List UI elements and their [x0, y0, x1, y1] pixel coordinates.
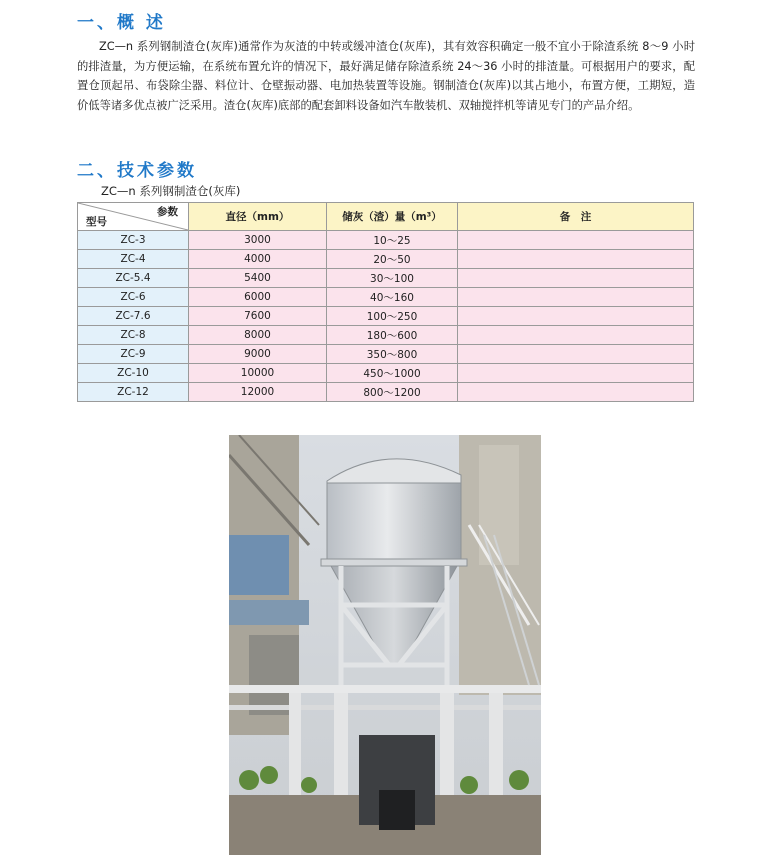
- header-diameter: 直径（mm）: [189, 203, 327, 231]
- cell-capacity: 180～600: [327, 326, 458, 345]
- ash-silo-photo: [229, 435, 541, 855]
- header-note: 备 注: [458, 203, 694, 231]
- cell-capacity: 100～250: [327, 307, 458, 326]
- table-row: [78, 307, 694, 326]
- cell-model: ZC-7.6: [78, 307, 189, 326]
- cell-note: [458, 231, 694, 250]
- table-row: [78, 345, 694, 364]
- cell-model: ZC-8: [78, 326, 189, 345]
- cell-model: ZC-9: [78, 345, 189, 364]
- cell-note: [458, 250, 694, 269]
- cell-capacity: 800～1200: [327, 383, 458, 402]
- cell-diameter: 6000: [189, 288, 327, 307]
- table-row: [78, 288, 694, 307]
- corner-label-params: 参数: [157, 206, 178, 218]
- table-row: [78, 250, 694, 269]
- cell-diameter: 5400: [189, 269, 327, 288]
- cell-diameter: 9000: [189, 345, 327, 364]
- cell-diameter: 10000: [189, 364, 327, 383]
- spec-table: [77, 202, 694, 402]
- table-row: [78, 231, 694, 250]
- table-row: [78, 326, 694, 345]
- table-header-row: [78, 203, 694, 231]
- cell-capacity: 20～50: [327, 250, 458, 269]
- cell-diameter: 4000: [189, 250, 327, 269]
- cell-diameter: 12000: [189, 383, 327, 402]
- cell-note: [458, 307, 694, 326]
- cell-diameter: 7600: [189, 307, 327, 326]
- overview-text: ZC—n 系列钢制渣仓(灰库)通常作为灰渣的中转或缓冲渣仓(灰库)，其有效容积确定一般不宜小于除渣系统 8～9 小时的排渣量，为方便运输，在系统布置允许的情况下，最好满足储存除渣系统 24～36 小时的排渣量。可根据用户的要求，配置仓顶起吊、布袋除尘器、料位计、仓壁振动器、电加热装置等设施。钢制渣仓(灰库)以其占地小，布置方便，工期短，造价低等诸多优点被广泛采用。渣仓(灰库)底部的配套卸料设备如汽车散装机、双轴搅拌机等请见专门的产品介绍。: [77, 40, 695, 112]
- cell-capacity: 10～25: [327, 231, 458, 250]
- cell-model: ZC-4: [78, 250, 189, 269]
- cell-model: ZC-5.4: [78, 269, 189, 288]
- cell-note: [458, 326, 694, 345]
- cell-model: ZC-10: [78, 364, 189, 383]
- cell-note: [458, 345, 694, 364]
- header-capacity: 储灰（渣）量（m³）: [327, 203, 458, 231]
- table-row: [78, 269, 694, 288]
- section-title-overview: 一、概 述: [77, 13, 166, 33]
- section-title-params: 二、技术参数: [77, 161, 197, 181]
- table-row: [78, 383, 694, 402]
- cell-diameter: 3000: [189, 231, 327, 250]
- cell-capacity: 30～100: [327, 269, 458, 288]
- cell-model: ZC-3: [78, 231, 189, 250]
- cell-note: [458, 288, 694, 307]
- cell-capacity: 450～1000: [327, 364, 458, 383]
- cell-note: [458, 269, 694, 288]
- overview-paragraph: [77, 37, 695, 115]
- cell-capacity: 40～160: [327, 288, 458, 307]
- cell-diameter: 8000: [189, 326, 327, 345]
- cell-model: ZC-6: [78, 288, 189, 307]
- table-row: [78, 364, 694, 383]
- cell-note: [458, 383, 694, 402]
- cell-capacity: 350～800: [327, 345, 458, 364]
- ash-silo-illustration: [229, 435, 541, 855]
- cell-note: [458, 364, 694, 383]
- table-caption: ZC—n 系列钢制渣仓(灰库): [101, 184, 241, 198]
- corner-label-model: 型号: [86, 216, 107, 228]
- corner-header-cell: [78, 203, 189, 231]
- cell-model: ZC-12: [78, 383, 189, 402]
